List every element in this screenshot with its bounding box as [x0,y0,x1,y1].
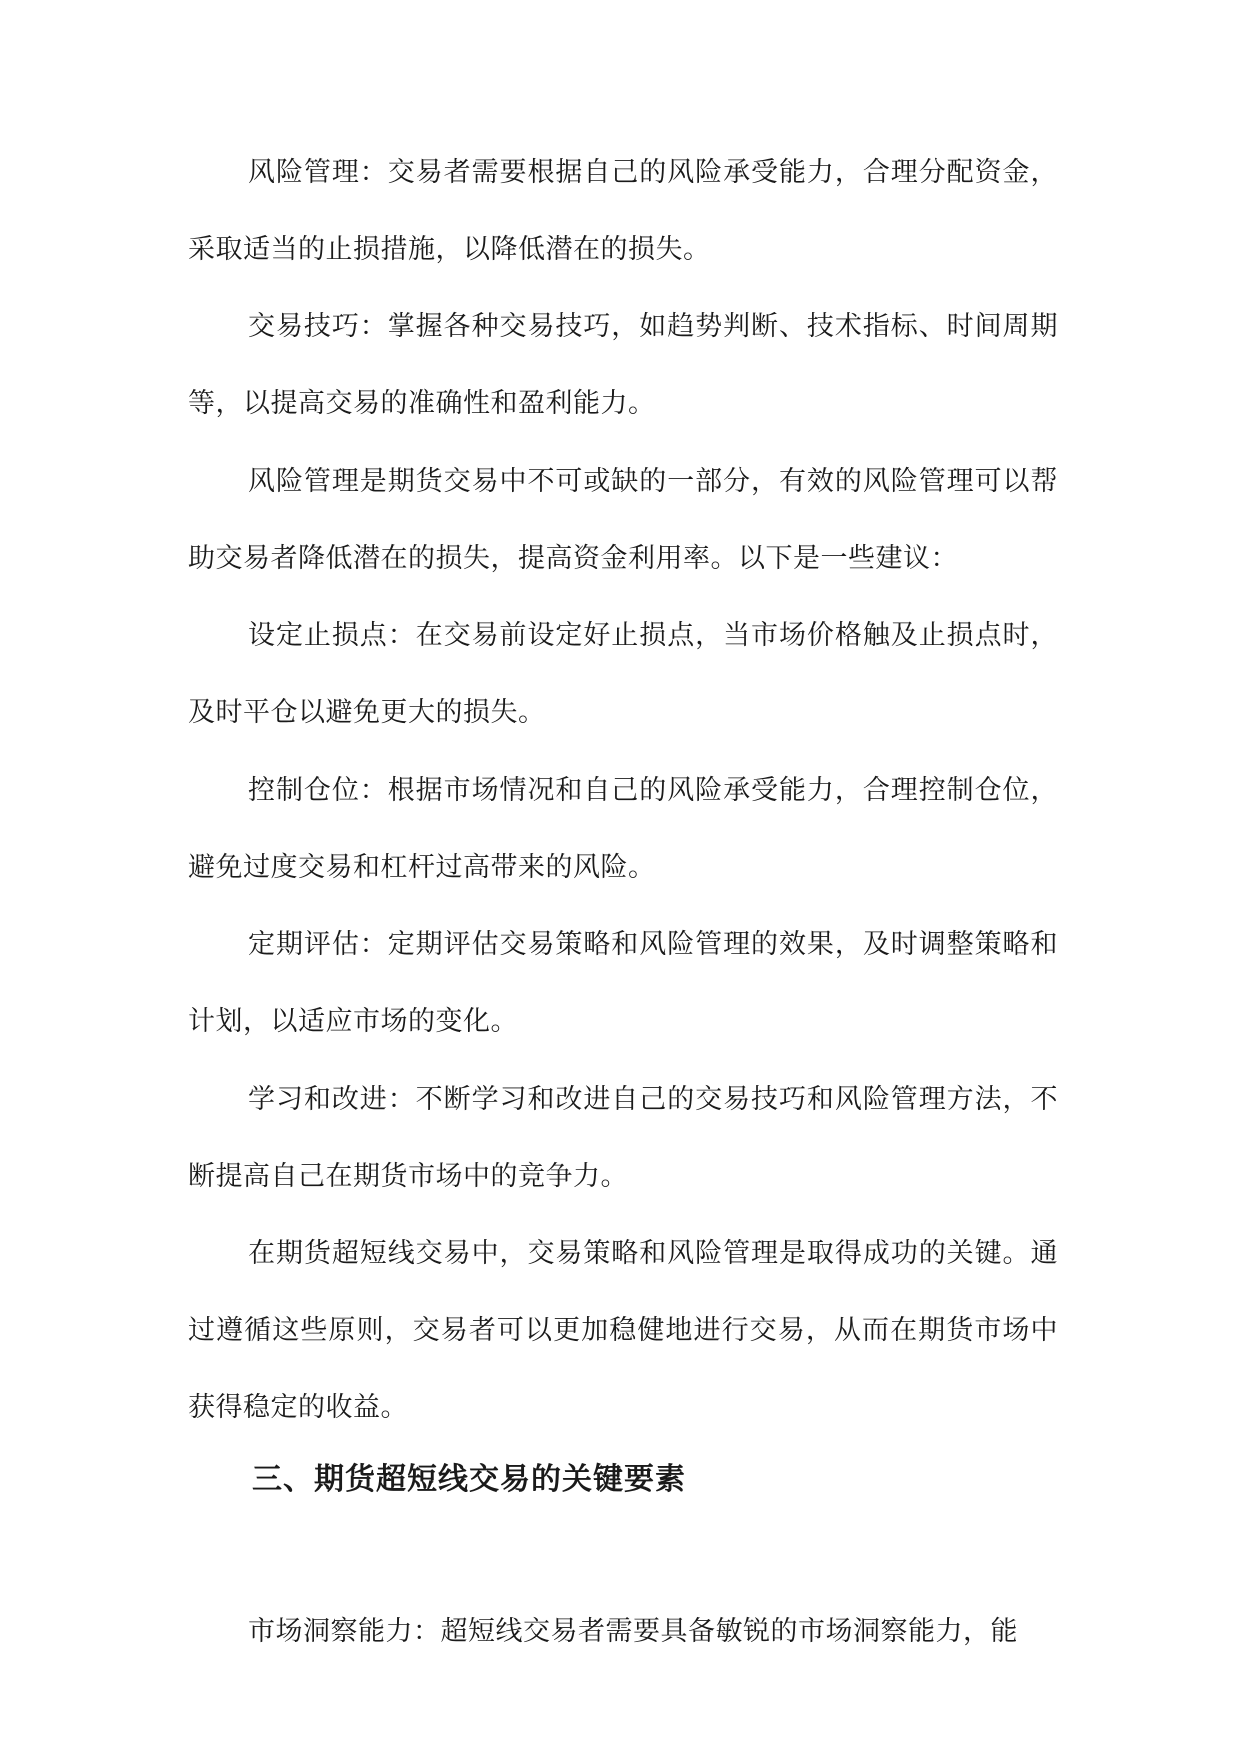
paragraph-trading-skills: 交易技巧：掌握各种交易技巧，如趋势判断、技术指标、时间周期等，以提高交易的准确性和盈利能力。 [188,311,1058,419]
paragraph-conclusion: 在期货超短线交易中，交易策略和风险管理是取得成功的关键。通过遵循这些原则，交易者可以更加稳健地进行交易，从而在期货市场中获得稳定的收益。 [188,1238,1058,1423]
paragraph-learning: 学习和改进：不断学习和改进自己的交易技巧和风险管理方法，不断提高自己在期货市场中的竞争力。 [188,1084,1058,1192]
paragraph-stop-loss: 设定止损点：在交易前设定好止损点，当市场价格触及止损点时，及时平仓以避免更大的损失。 [188,620,1058,728]
paragraph-risk-management: 风险管理：交易者需要根据自己的风险承受能力，合理分配资金，采取适当的止损措施，以降低潜在的损失。 [188,157,1058,265]
paragraph-periodic-review: 定期评估：定期评估交易策略和风险管理的效果，及时调整策略和计划，以适应市场的变化。 [188,929,1058,1037]
paragraph-position-control: 控制仓位：根据市场情况和自己的风险承受能力，合理控制仓位，避免过度交易和杠杆过高带来的风险。 [188,775,1058,883]
paragraph-market-insight: 市场洞察能力：超短线交易者需要具备敏锐的市场洞察能力，能 [248,1616,1018,1647]
section-heading: 三、期货超短线交易的关键要素 [252,1462,686,1497]
paragraph-risk-overview: 风险管理是期货交易中不可或缺的一部分，有效的风险管理可以帮助交易者降低潜在的损失，提高资金利用率。以下是一些建议： [188,466,1058,574]
